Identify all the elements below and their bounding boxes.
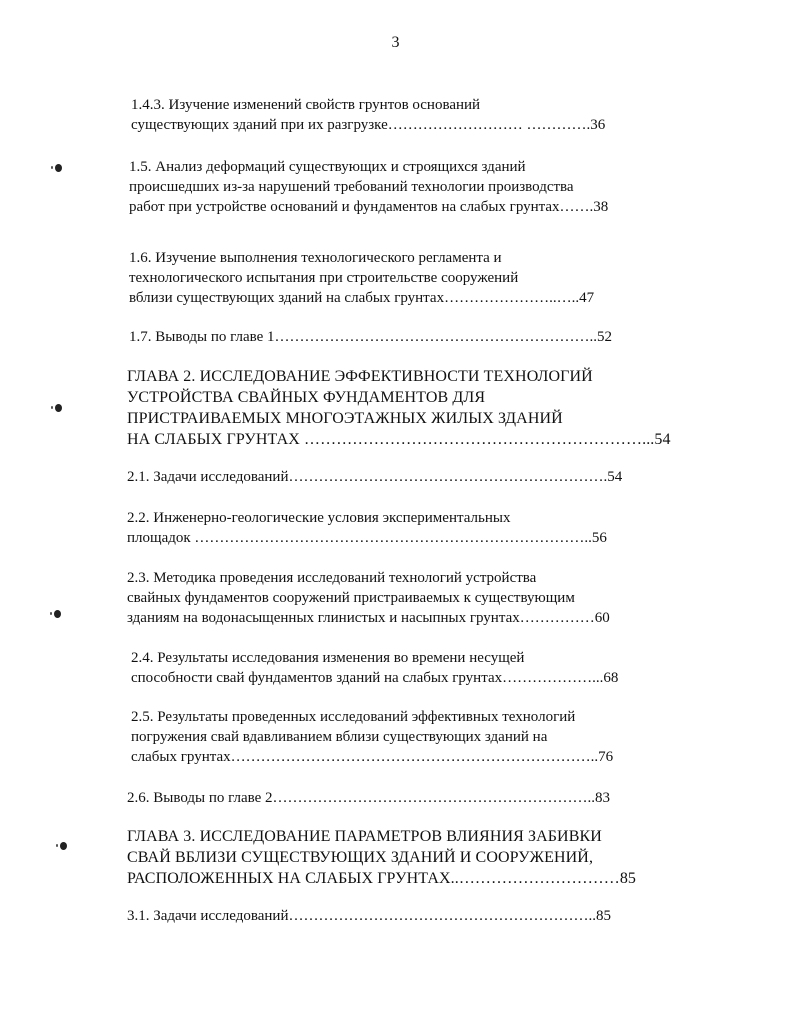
punch-mark [55, 404, 62, 412]
toc-entry [127, 906, 611, 926]
toc-line: 2.6. Выводы по главе 2………………………………………………………..83 [127, 790, 611, 806]
punch-mark [60, 842, 67, 850]
toc-line: 1.6. Изучение выполнения технологического регламента и [129, 250, 502, 266]
toc-line: ПРИСТРАИВАЕМЫХ МНОГОЭТАЖНЫХ ЖИЛЫХ ЗДАНИЙ [127, 410, 563, 427]
toc-line: технологического испытания при строительстве сооружений [129, 270, 519, 286]
toc-entry [127, 568, 610, 628]
toc-entry [127, 788, 610, 808]
toc-line: РАСПОЛОЖЕННЫХ НА СЛАБЫХ ГРУНТАХ..…………………………85 [127, 870, 637, 887]
toc-line: СВАЙ ВБЛИЗИ СУЩЕСТВУЮЩИХ ЗДАНИЙ И СООРУЖЕНИЙ, [127, 849, 594, 866]
page-number: 3 [391, 34, 400, 51]
toc-entry [129, 157, 608, 217]
toc-chapter-heading [127, 366, 671, 450]
punch-mark [54, 610, 61, 618]
toc-entry [129, 248, 594, 308]
toc-chapter-heading [127, 826, 636, 889]
toc-line: 2.5. Результаты проведенных исследований эффективных технологий [131, 709, 576, 725]
toc-line: 1.4.3. Изучение изменений свойств грунтов оснований [131, 97, 481, 113]
toc-line: существующих зданий при их разгрузке……………………… ………….36 [131, 117, 606, 133]
toc-line: ГЛАВА 2. ИССЛЕДОВАНИЕ ЭФФЕКТИВНОСТИ ТЕХНОЛОГИЙ [127, 368, 593, 385]
toc-line: ГЛАВА 3. ИССЛЕДОВАНИЕ ПАРАМЕТРОВ ВЛИЯНИЯ ЗАБИВКИ [127, 828, 602, 845]
toc-line: УСТРОЙСТВА СВАЙНЫХ ФУНДАМЕНТОВ ДЛЯ [127, 389, 486, 406]
toc-line: происшедших из-за нарушений требований технологии производства [129, 179, 574, 195]
toc-line: НА СЛАБЫХ ГРУНТАХ ………………………………………………………...54 [127, 431, 671, 448]
toc-line: слабых грунтах………………………………………………………………..76 [131, 749, 614, 765]
toc-line: 2.3. Методика проведения исследований технологий устройства [127, 570, 537, 586]
toc-entry [127, 508, 607, 548]
toc-line: площадок ……………………………………………………………………..56 [127, 530, 607, 546]
toc-entry [131, 648, 618, 688]
punch-mark [55, 164, 62, 172]
toc-line: 3.1. Задачи исследований……………………………………………………..85 [127, 908, 611, 924]
toc-entry [127, 467, 622, 487]
toc-entry [129, 327, 612, 347]
toc-entry [131, 707, 613, 767]
toc-line: 1.7. Выводы по главе 1………………………………………………………..52 [129, 329, 613, 345]
toc-line: 2.2. Инженерно-геологические условия экспериментальных [127, 510, 511, 526]
toc-line: свайных фундаментов сооружений пристраиваемых к существующим [127, 590, 575, 606]
toc-line: зданиям на водонасыщенных глинистых и насыпных грунтах……………60 [127, 610, 610, 626]
toc-line: погружения свай вдавливанием вблизи существующих зданий на [131, 729, 548, 745]
toc-line: 2.4. Результаты исследования изменения во времени несущей [131, 650, 525, 666]
toc-line: вблизи существующих зданий на слабых грунтах…………………..…..47 [129, 290, 595, 306]
toc-line: работ при устройстве оснований и фундаментов на слабых грунтах…….38 [129, 199, 609, 215]
toc-line: 2.1. Задачи исследований……………………………………………………….54 [127, 469, 623, 485]
toc-entry [131, 95, 605, 135]
toc-line: 1.5. Анализ деформаций существующих и строящихся зданий [129, 159, 526, 175]
toc-line: способности свай фундаментов зданий на слабых грунтах………………...68 [131, 670, 619, 686]
